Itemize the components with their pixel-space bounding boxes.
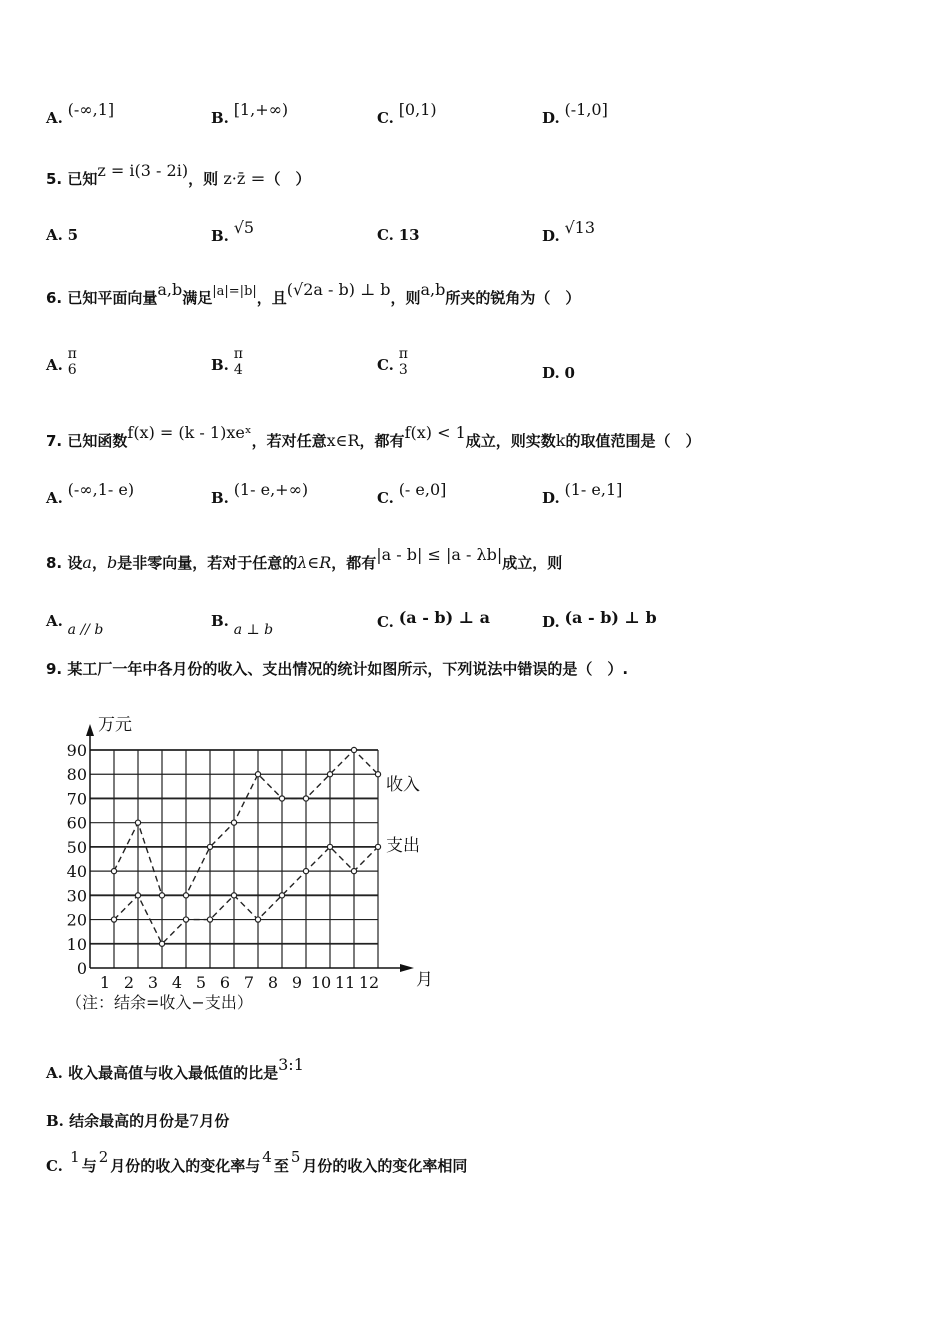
x-tick-label: 6 <box>219 973 231 992</box>
y-tick-label: 30 <box>66 886 87 906</box>
x-tick-label: 3 <box>147 973 159 992</box>
expense-point-9 <box>303 869 308 874</box>
x-tick-label: 9 <box>291 973 303 992</box>
q4-option-b[interactable]: B. [1,+∞) <box>211 100 289 127</box>
y-tick-label: 40 <box>66 862 87 882</box>
income-point-2 <box>135 820 140 825</box>
q8-stem: 8. 设a，b是非零向量，若对于任意的λ∈R，都有|a - b| ≤ |a - λb|成立，则 <box>46 545 563 572</box>
expense-point-7 <box>255 917 260 922</box>
q7-option-c[interactable]: C. (- e,0] <box>377 480 447 507</box>
x-tick-label: 7 <box>243 973 255 992</box>
expense-point-1 <box>111 917 116 922</box>
expense-point-4 <box>183 917 188 922</box>
income-expense-chart <box>0 700 470 1030</box>
q9-option-c[interactable]: C. 1 与 2 月份的收入的变化率与 4 至 5 月份的收入的变化率相同 <box>46 1148 468 1175</box>
chart-grid <box>90 750 378 968</box>
q6-option-a-fraction: π 6 <box>67 346 77 378</box>
q4-option-c-value: [0,1) <box>398 100 437 119</box>
q4-option-a-value: (-∞,1] <box>67 100 115 119</box>
income-point-1 <box>111 869 116 874</box>
q4-option-d[interactable]: D. (-1,0] <box>542 100 608 127</box>
income-point-12 <box>375 772 380 777</box>
expense-point-6 <box>231 893 236 898</box>
y-axis-arrow <box>86 724 94 736</box>
q5-stem: 5. 已知z = i(3 - 2i)，则 z·z̄ ＝（ ） <box>46 161 311 188</box>
q8-option-a[interactable]: A. a // b <box>46 612 104 638</box>
q4-option-d-value: (-1,0] <box>564 100 608 119</box>
x-axis-title: 月 <box>416 970 433 990</box>
y-tick-label: 0 <box>76 959 87 978</box>
q6-stem: 6. 已知平面向量a,b满足|a|=|b|，且(√2a - b) ⊥ b，则a,b所夹的锐角为（ ） <box>46 280 581 307</box>
q5-option-c[interactable]: C. 13 <box>377 226 420 244</box>
q6-option-c-fraction: π 3 <box>398 346 408 378</box>
q8-option-b[interactable]: B. a ⊥ b <box>211 612 274 638</box>
income-point-7 <box>255 772 260 777</box>
q5-option-a[interactable]: A. 5 <box>46 226 79 244</box>
x-tick-label: 10 <box>310 973 332 992</box>
expense-point-11 <box>351 869 356 874</box>
y-tick-label: 80 <box>66 765 87 785</box>
q7-option-a[interactable]: A. (-∞,1- e) <box>46 480 135 507</box>
q6-option-d[interactable]: D. 0 <box>542 364 575 382</box>
q6-option-a[interactable]: A. π 6 <box>46 346 77 378</box>
income-point-10 <box>327 772 332 777</box>
expense-point-10 <box>327 844 332 849</box>
q7-option-d[interactable]: D. (1- e,1] <box>542 480 623 507</box>
expense-point-12 <box>375 844 380 849</box>
series-label-expense: 支出 <box>386 835 420 856</box>
q5-option-b[interactable]: B. √5 <box>211 218 255 245</box>
x-axis-arrow <box>400 964 414 972</box>
series-label-income: 收入 <box>386 775 420 796</box>
q6-option-b-fraction: π 4 <box>233 346 243 378</box>
income-point-8 <box>279 796 284 801</box>
x-tick-label: 12 <box>358 973 380 992</box>
y-tick-label: 90 <box>66 741 87 760</box>
x-tick-label: 1 <box>99 973 111 992</box>
y-axis-title: 万元 <box>98 715 132 735</box>
income-point-5 <box>207 844 212 849</box>
income-point-4 <box>183 893 188 898</box>
q7-stem: 7. 已知函数f(x) = (k - 1)xeˣ，若对任意x∈R，都有f(x) < 1成立，则实数k的取值范围是（ ） <box>46 423 701 450</box>
y-tick-label: 70 <box>66 789 87 809</box>
y-tick-label: 10 <box>66 934 87 954</box>
q9-option-a[interactable]: A. 收入最高值与收入最低值的比是3:1 <box>46 1055 304 1082</box>
q4-option-c[interactable]: C. [0,1) <box>377 100 437 127</box>
income-point-3 <box>159 893 164 898</box>
income-point-9 <box>303 796 308 801</box>
q6-option-b[interactable]: B. π 4 <box>211 346 243 378</box>
expense-point-3 <box>159 941 164 946</box>
x-tick-label: 11 <box>334 973 356 992</box>
expense-point-5 <box>207 917 212 922</box>
y-tick-label: 50 <box>66 837 87 857</box>
q4-option-a[interactable]: A. (-∞,1] <box>46 100 115 127</box>
q5-expr2: z·z̄ <box>223 169 246 188</box>
q8-option-d[interactable]: D. (a - b) ⊥ b <box>542 608 657 631</box>
chart-axes <box>86 724 414 972</box>
q6-option-c[interactable]: C. π 3 <box>377 346 408 378</box>
x-tick-label: 2 <box>123 973 135 992</box>
q5-option-d[interactable]: D. √13 <box>542 218 596 245</box>
y-tick-label: 60 <box>66 813 87 833</box>
expense-point-2 <box>135 893 140 898</box>
x-tick-label: 4 <box>171 973 183 992</box>
x-tick-label: 5 <box>195 973 207 992</box>
q9-stem: 9. 某工厂一年中各月份的收入、支出情况的统计如图所示，下列说法中错误的是（ ）. <box>46 660 629 678</box>
y-tick-label: 20 <box>66 910 87 930</box>
q8-option-c[interactable]: C. (a - b) ⊥ a <box>377 608 491 631</box>
expense-point-8 <box>279 893 284 898</box>
q4-option-b-value: [1,+∞) <box>233 100 289 119</box>
q7-option-b[interactable]: B. (1- e,+∞) <box>211 480 309 507</box>
q9-option-b[interactable]: B. 结余最高的月份是7月份 <box>46 1111 230 1130</box>
income-point-11 <box>351 747 356 752</box>
income-point-6 <box>231 820 236 825</box>
q5-expr: z = i(3 - 2i) <box>97 161 189 180</box>
chart-note: （注：结余=收入−支出） <box>66 993 253 1012</box>
x-tick-label: 8 <box>267 973 279 992</box>
